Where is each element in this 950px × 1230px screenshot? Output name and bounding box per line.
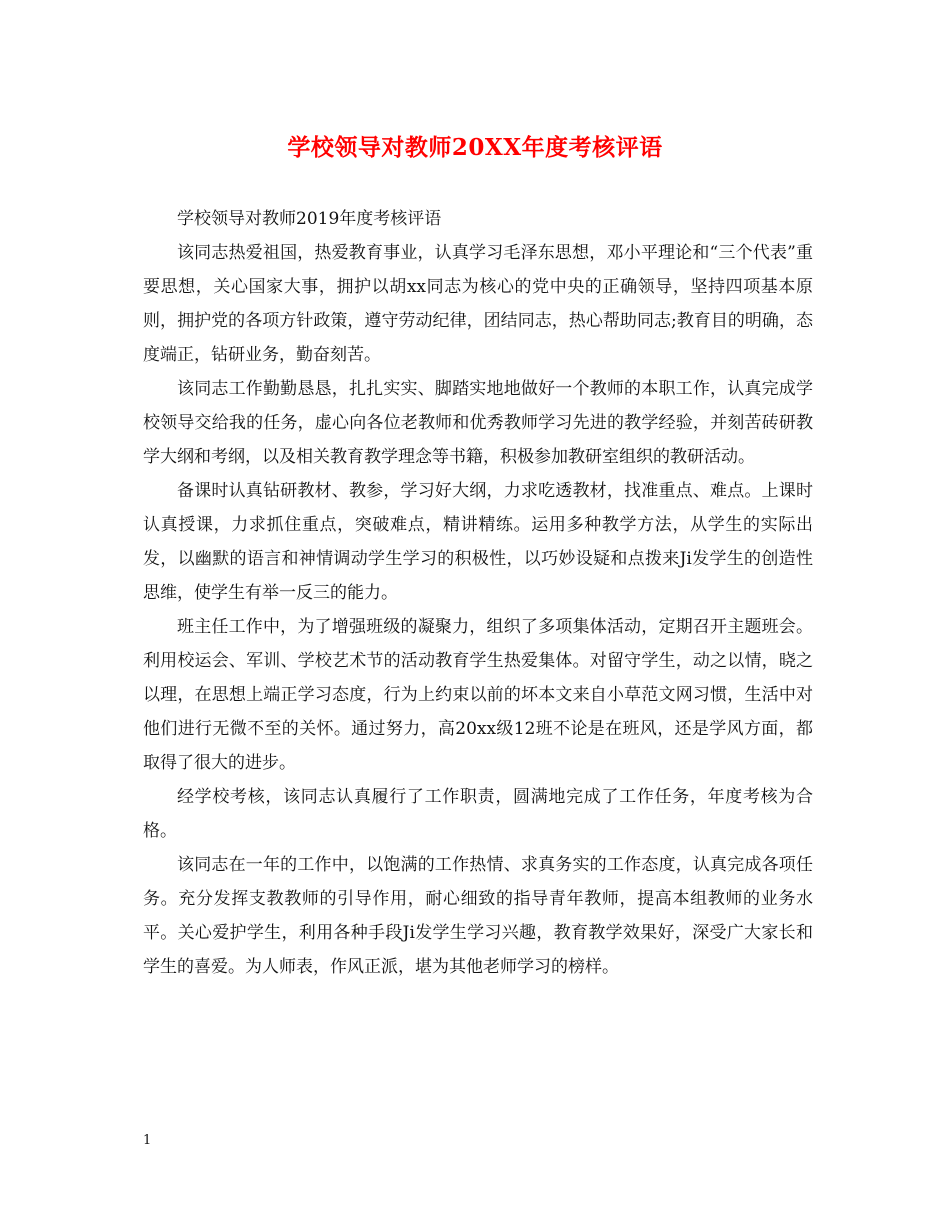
paragraph-subtitle: 学校领导对教师2019年度考核评语 xyxy=(177,209,442,229)
document-body xyxy=(143,202,813,984)
page-number: 1 xyxy=(143,1133,152,1148)
paragraph-summary: 该同志在一年的工作中，以饱满的工作热情、求真务实的工作态度，认真完成各项任务。充分发挥支教教师的引导作用，耐心细致的指导青年教师，提高本组教师的业务水平。关心爱护学生，利用各种手段Ji发学生学习兴趣，教育教学效果好，深受广大家长和学生的喜爱。为人师表，作风正派，堪为其他老师学习的榜样。 xyxy=(143,855,813,977)
paragraph-teaching: 备课时认真钻研教材、教参，学习好大纲，力求吃透教材，找准重点、难点。上课时认真授课，力求抓住重点，突破难点，精讲精练。运用多种教学方法，从学生的实际出发，以幽默的语言和神情调动学生学习的积极性，以巧妙设疑和点拨来Ji发学生的创造性思维，使学生有举一反三的能力。 xyxy=(143,481,813,603)
paragraph-work-attitude: 该同志工作勤勤恳恳，扎扎实实、脚踏实地地做好一个教师的本职工作，认真完成学校领导交给我的任务，虚心向各位老教师和优秀教师学习先进的教学经验，并刻苦砖研教学大纲和考纲，以及相关教育教学理念等书籍，积极参加教研室组织的教研活动。 xyxy=(143,379,813,467)
document-title: 学校领导对教师20XX年度考核评语 xyxy=(287,134,663,161)
paragraph-class-management: 班主任工作中，为了增强班级的凝聚力，组织了多项集体活动，定期召开主题班会。利用校运会、军训、学校艺术节的活动教育学生热爱集体。对留守学生，动之以情，晓之以理，在思想上端正学习态度，行为上约束以前的坏本文来自小草范文网习惯，生活中对他们进行无微不至的关怀。通过努力，高20xx级12班不论是在班风，还是学风方面，都取得了很大的进步。 xyxy=(143,617,813,773)
paragraph-assessment-result: 经学校考核，该同志认真履行了工作职责，圆满地完成了工作任务，年度考核为合格。 xyxy=(143,787,813,841)
paragraph-political-attitude: 该同志热爱祖国，热爱教育事业，认真学习毛泽东思想，邓小平理论和“三个代表”重要思想，关心国家大事，拥护以胡xx同志为核心的党中央的正确领导，坚持四项基本原则，拥护党的各项方针政策，遵守劳动纪律，团结同志，热心帮助同志;教育目的明确，态度端正，钻研业务，勤奋刻苦。 xyxy=(143,243,813,365)
